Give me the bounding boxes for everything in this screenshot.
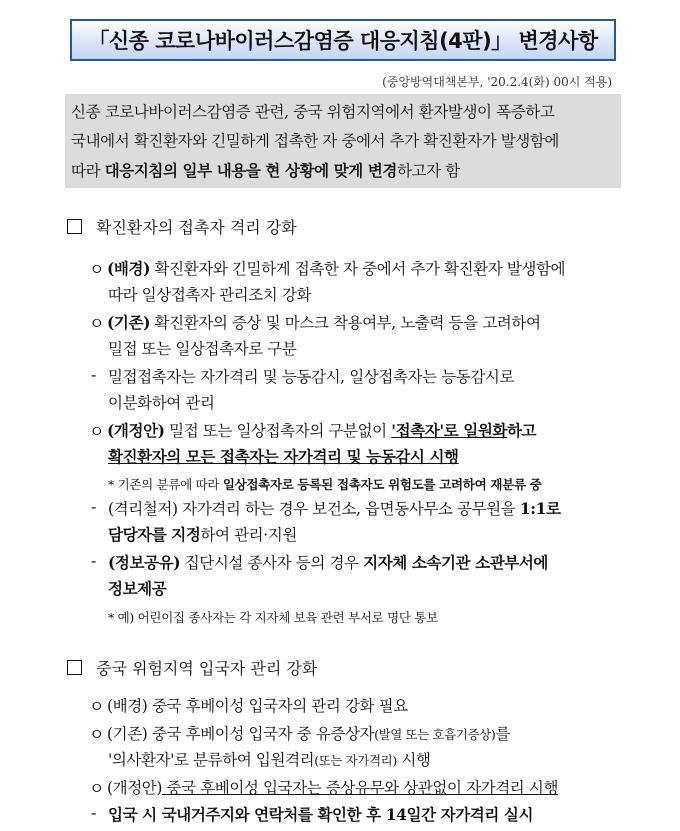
underlined-emphasis: '접촉자'로 일원화 — [391, 421, 507, 440]
circle-bullet: ㅇ — [89, 314, 105, 333]
s1-footnote-1: * 기존의 분류에 따라 일상접촉자로 등록된 접촉자도 위험도를 고려하여 재분류 중 — [108, 477, 542, 492]
s2-previous-line2: '의사환자'로 분류하여 입원격리(또는 자가격리) 시행 — [108, 751, 431, 769]
s1-revision-line: (개정안) 밀접 또는 일상접촉자의 구분없이 '접촉자'로 일원화하고 — [107, 421, 537, 440]
checkbox-square-icon — [67, 219, 82, 234]
dash-bullet: - — [91, 551, 97, 570]
dash-bullet: - — [91, 803, 97, 822]
s1-background-line2: 따라 일상접촉자 관리조치 강화 — [108, 286, 312, 304]
s1-dash-line2: 이분화하여 관리 — [108, 394, 215, 412]
checkbox-square-icon — [67, 660, 82, 675]
underlined-emphasis: 중국 후베이성 입국자는 증상유무와 상관없이 자가격리 시행 — [162, 779, 559, 797]
title-box — [70, 19, 616, 61]
intro-box — [65, 94, 621, 188]
section-heading-1: 확진환자의 접촉자 격리 강화 — [67, 215, 297, 238]
s1-footnote-2: * 예) 어린이집 종사자는 각 지자체 보육 관련 부서로 명단 통보 — [108, 610, 438, 625]
s2-dash-line: 입국 시 국내거주지와 연락처를 확인한 후 14일간 자가격리 실시 — [108, 805, 534, 824]
s1-dash-line: 밀접접촉자는 자가격리 및 능동감시, 일상접촉자는 능동감시로 — [108, 368, 515, 386]
s1-info-line2: 정보제공 — [108, 579, 167, 598]
intro-emphasis: 대응지침의 일부 내용을 현 상황에 맞게 변경 — [104, 161, 397, 180]
circle-bullet: ㅇ — [89, 260, 105, 279]
s1-info-line: (정보공유) 집단시설 종사자 등의 경우 지자체 소속기관 소관부서에 — [108, 553, 548, 572]
s1-isolation-line: (격리철저) 자가격리 하는 경우 보건소, 읍면동사무소 공무원을 1:1로 — [108, 499, 561, 518]
s1-previous-line: (기존) 확진환자의 증상 및 마스크 착용여부, 노출력 등을 고려하여 — [107, 313, 541, 332]
circle-bullet: ㅇ — [89, 422, 105, 441]
dash-bullet: - — [91, 365, 97, 384]
underlined-emphasis: 확진환자의 모든 접촉자는 자가격리 및 능동감시 시행 — [108, 447, 459, 466]
s1-isolation-line2: 담당자를 지정하여 관리·지원 — [108, 525, 297, 544]
s1-revision-line2 — [108, 445, 459, 467]
dash-bullet: - — [91, 497, 97, 516]
s1-previous-line2: 밀접 또는 일상접촉자로 구분 — [108, 340, 297, 358]
s2-revision-line: (개정안) 중국 후베이성 입국자는 증상유무와 상관없이 자가격리 시행 — [107, 779, 559, 797]
circle-bullet: ㅇ — [89, 725, 105, 744]
circle-bullet: ㅇ — [89, 779, 105, 798]
s2-background-line: (배경) 중국 후베이성 입국자의 관리 강화 필요 — [107, 697, 408, 715]
section-heading-2: 중국 위험지역 입국자 관리 강화 — [67, 656, 317, 679]
source-note: (중앙방역대책본부, '20.2.4(화) 00시 적용) — [382, 75, 612, 89]
circle-bullet: ㅇ — [89, 697, 105, 716]
intro-line: 신종 코로나바이러스감염증 관련, 중국 위험지역에서 환자발생이 폭증하고 — [71, 103, 555, 121]
page-title: 「신종 코로나바이러스감염증 대응지침(4판)」 변경사항 — [88, 29, 598, 53]
s1-background-line: (배경) 확진환자와 긴밀하게 접촉한 자 중에서 추가 확진환자 발생함에 — [107, 259, 566, 278]
s2-previous-line: (기존) 중국 후베이성 입국자 중 유증상자(발열 또는 호흡기증상)를 — [107, 725, 510, 743]
intro-line: 따라 대응지침의 일부 내용을 현 상황에 맞게 변경하고자 함 — [71, 161, 460, 180]
intro-line: 국내에서 확진환자와 긴밀하게 접촉한 자 중에서 추가 확진환자가 발생함에 — [71, 132, 559, 150]
